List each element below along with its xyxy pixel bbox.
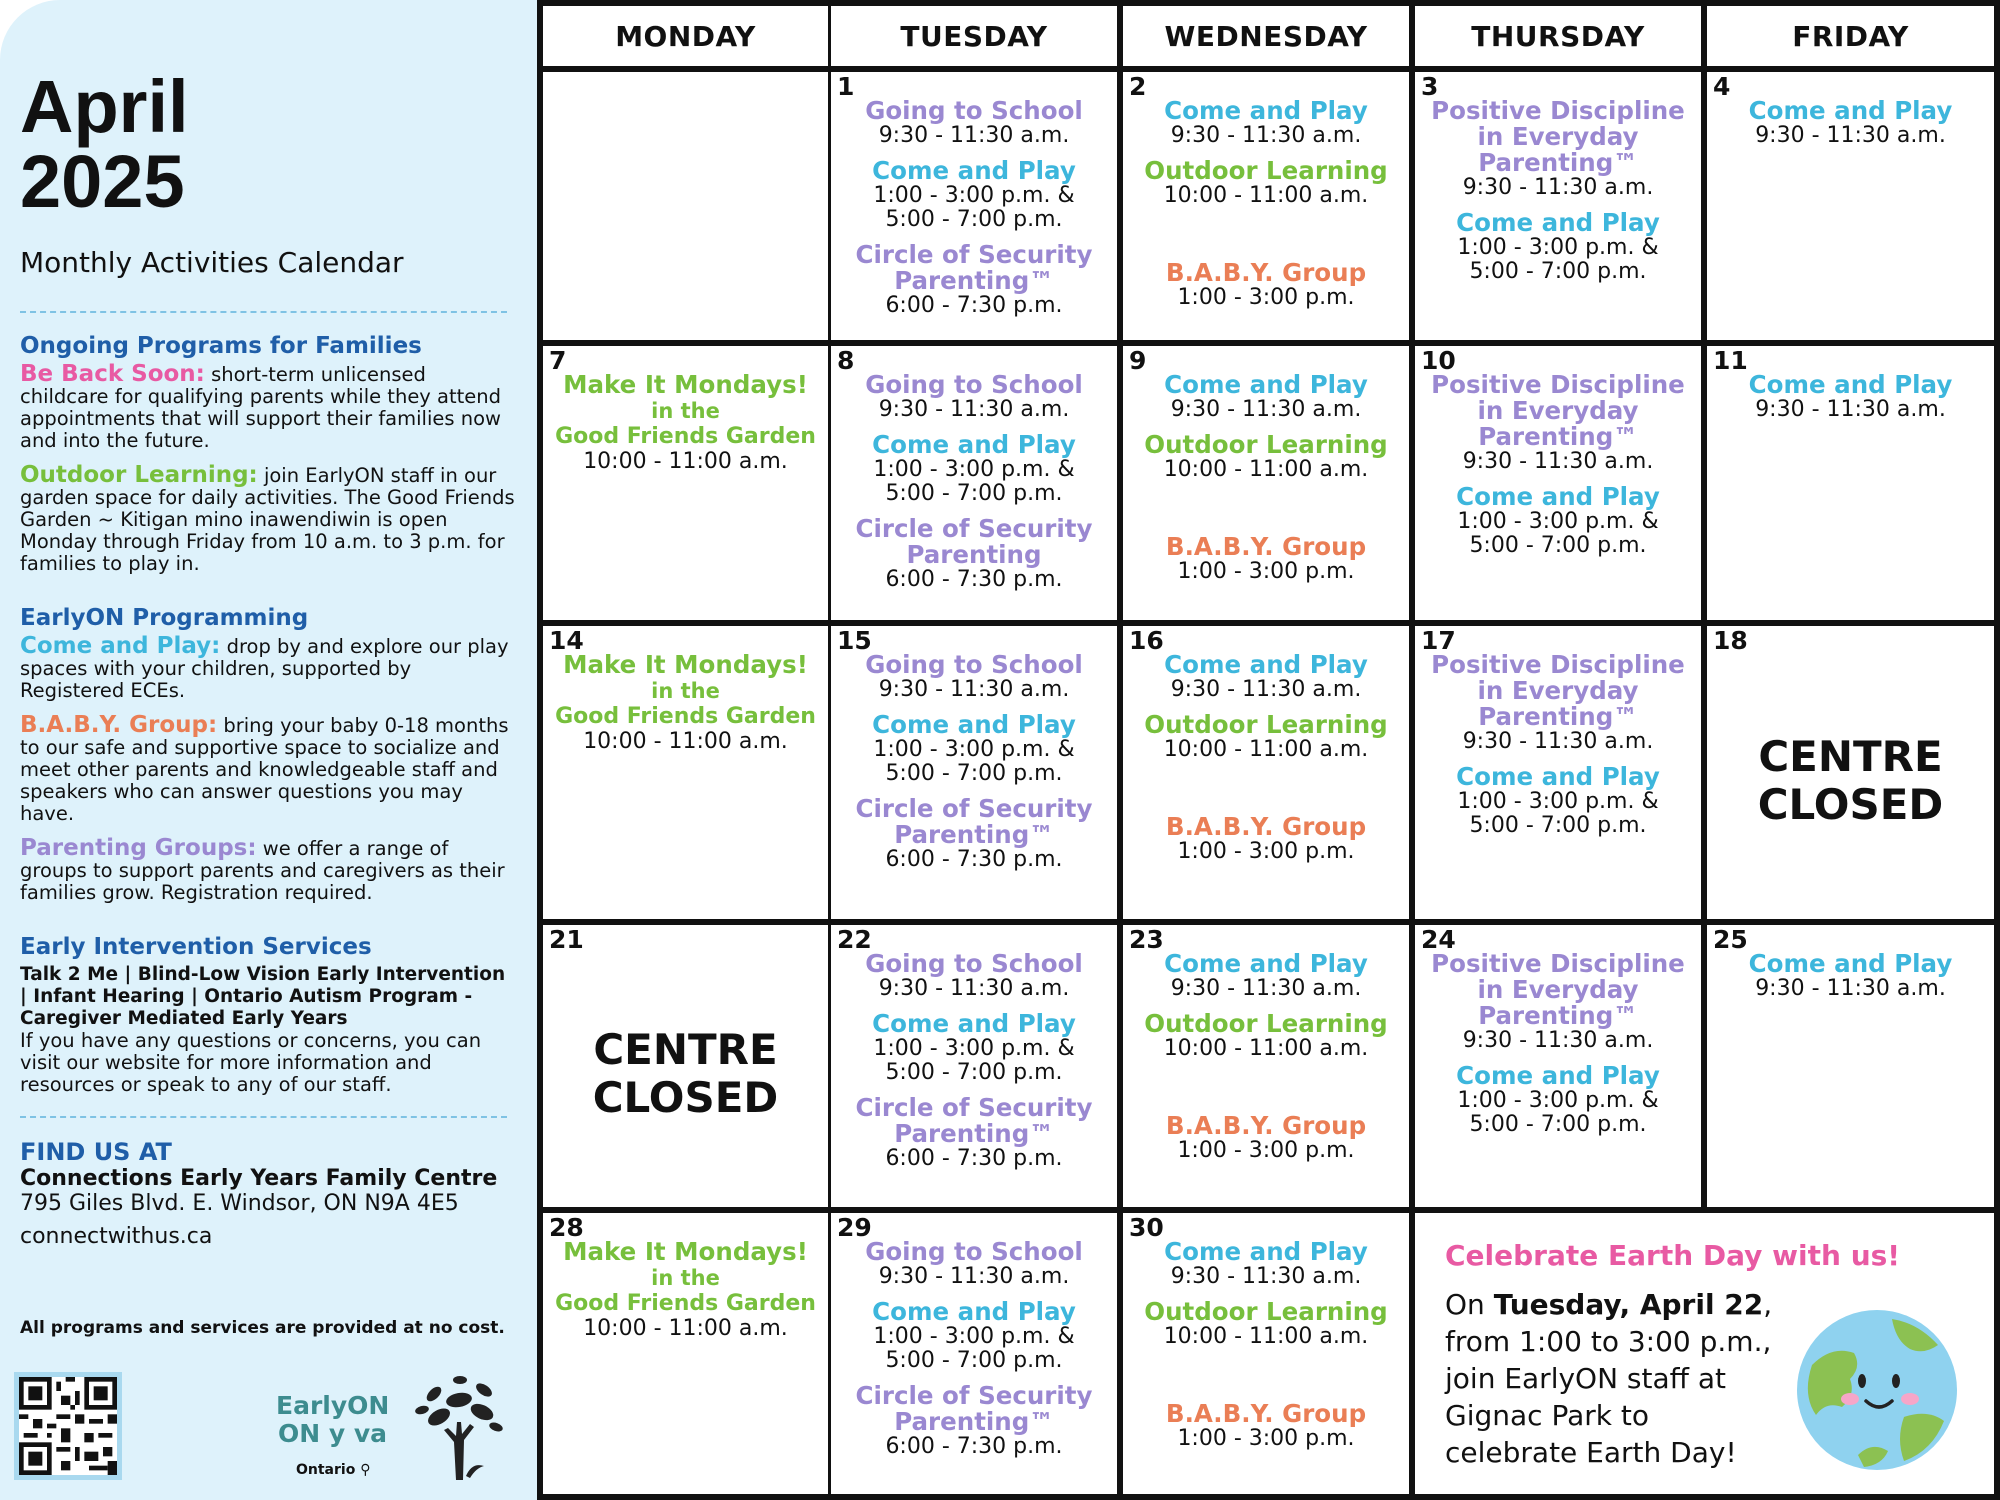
baby-group-text: bring your baby 0-18 months to our safe and supportive space to socialize and meet other parents and knowledgeable staff and speakers who can answer questions you may have. <box>20 714 509 825</box>
event-going-to-school <box>837 1239 1111 1289</box>
event-time: 1:00 - 3:00 p.m. <box>1177 285 1355 310</box>
event-title: Circle of Security Parenting™ <box>855 1093 1093 1148</box>
come-and-play-description <box>20 635 517 702</box>
divider <box>20 311 507 313</box>
event-time: 10:00 - 11:00 a.m. <box>1163 457 1369 482</box>
centre-closed-notice <box>543 1026 828 1122</box>
event-title: Circle of Security Parenting™ <box>855 794 1093 849</box>
centre-closed-notice <box>1707 733 1994 829</box>
event-title: Going to School <box>865 1237 1083 1266</box>
closed-text-line: CENTRE <box>593 1025 778 1074</box>
day-cell <box>1123 925 1409 1207</box>
spacer <box>1129 762 1403 788</box>
event-subtitle: in the <box>651 1266 720 1290</box>
day-number: 18 <box>1713 626 1748 655</box>
event-time: 10:00 - 11:00 a.m. <box>583 1316 788 1341</box>
event-time: 5:00 - 7:00 p.m. <box>885 761 1063 786</box>
event-time: 5:00 - 7:00 p.m. <box>1469 533 1647 558</box>
event-time: 5:00 - 7:00 p.m. <box>1469 259 1647 284</box>
event-time: 1:00 - 3:00 p.m. <box>1177 559 1355 584</box>
day-number: 25 <box>1713 925 1748 954</box>
event-title: Come and Play <box>872 710 1076 739</box>
outdoor-learning-description <box>20 464 517 575</box>
event-title: B.A.B.Y. Group <box>1165 1111 1367 1140</box>
day-header-monday: MONDAY <box>543 6 828 66</box>
day-cell <box>543 626 828 919</box>
event-title: Circle of Security Parenting <box>855 514 1093 569</box>
event-come-and-play <box>837 1011 1111 1085</box>
event-time: 1:00 - 3:00 p.m. <box>1177 839 1355 864</box>
spacer <box>1129 482 1403 508</box>
event-time: 9:30 - 11:30 a.m. <box>1462 1028 1654 1053</box>
earth-day-text: On Tuesday, April 22, from 1:00 to 3:00 p.m., join EarlyON staff at Gignac Park to celebrate Earth Day! <box>1445 1288 1773 1469</box>
smiling-earth-icon <box>1792 1305 1962 1475</box>
event-come-and-play <box>1129 1239 1403 1289</box>
day-cell <box>1707 925 1994 1207</box>
event-come-and-play <box>1713 372 1988 422</box>
year-title: 2025 <box>20 140 185 223</box>
closed-text-line: CLOSED <box>1757 779 1944 829</box>
event-time: 6:00 - 7:30 p.m. <box>885 567 1063 592</box>
spacer <box>1129 1349 1403 1375</box>
event-time: 10:00 - 11:00 a.m. <box>1163 737 1369 762</box>
sidebar <box>0 0 537 1500</box>
day-number: 1 <box>837 72 855 101</box>
tree-icon <box>404 1372 514 1482</box>
event-time: 9:30 - 11:30 a.m. <box>1170 123 1362 148</box>
ongoing-programs-heading: Ongoing Programs for Families <box>20 333 422 359</box>
event-time: 9:30 - 11:30 a.m. <box>1755 397 1946 422</box>
parenting-groups-text: we offer a range of groups to support parents and caregivers as their families grow. Registration required. <box>20 837 505 904</box>
event-title: Come and Play <box>1748 96 1953 125</box>
event-title: Come and Play <box>872 156 1076 185</box>
event-time: 9:30 - 11:30 a.m. <box>878 677 1070 702</box>
event-outdoor-learning <box>1129 432 1403 482</box>
event-outdoor-learning <box>1129 712 1403 762</box>
event-time: 5:00 - 7:00 p.m. <box>1469 1112 1647 1137</box>
earlyon-logo-line1: EarlyON <box>276 1391 390 1420</box>
event-time: 9:30 - 11:30 a.m. <box>1462 175 1654 200</box>
event-make-it-mondays <box>549 652 822 754</box>
day-number: 22 <box>837 925 872 954</box>
day-cell <box>1707 346 1994 620</box>
day-cell <box>543 925 828 1207</box>
event-circle-of-security-parenting <box>837 242 1111 318</box>
event-title: Come and Play <box>1456 482 1660 511</box>
event-title: Going to School <box>865 96 1083 125</box>
outdoor-learning-text: join EarlyON staff in our garden space for daily activities. The Good Friends Garden ~ Kitigan mino inawendiwin is open Monday through Friday from 10 a.m. to 3 p.m. for families to play in. <box>20 464 515 575</box>
event-circle-of-security-parenting <box>837 516 1111 592</box>
event-come-and-play <box>1129 652 1403 702</box>
event-time: 9:30 - 11:30 a.m. <box>878 976 1070 1001</box>
calendar-grid <box>537 0 2000 1500</box>
day-cell <box>543 346 828 620</box>
event-title: B.A.B.Y. Group <box>1165 532 1367 561</box>
event-time: 9:30 - 11:30 a.m. <box>1755 976 1946 1001</box>
day-number: 28 <box>549 1213 584 1242</box>
parenting-groups-description <box>20 837 517 904</box>
event-time: 1:00 - 3:00 p.m. & <box>1457 509 1659 534</box>
ontario-logo: Ontario ⚲ <box>296 1462 371 1478</box>
event-title: Come and Play <box>1164 650 1368 679</box>
qr-code[interactable] <box>14 1372 122 1480</box>
centre-name: Connections Early Years Family Centre <box>20 1166 498 1191</box>
event-positive-discipline-in-everyday-parenting <box>1421 98 1695 200</box>
event-time: 6:00 - 7:30 p.m. <box>885 293 1063 318</box>
event-time: 10:00 - 11:00 a.m. <box>1163 1324 1369 1349</box>
event-b-a-b-y-group <box>1129 1401 1403 1451</box>
find-us-heading: FIND US AT <box>20 1138 172 1166</box>
earth-day-heading: Celebrate Earth Day with us! <box>1445 1239 1901 1272</box>
event-title: B.A.B.Y. Group <box>1165 258 1367 287</box>
event-make-it-mondays <box>549 372 822 474</box>
spacer <box>1129 1061 1403 1087</box>
day-number: 9 <box>1129 346 1147 375</box>
event-time: 6:00 - 7:30 p.m. <box>885 1146 1063 1171</box>
day-number: 23 <box>1129 925 1164 954</box>
event-title: Circle of Security Parenting™ <box>855 240 1093 295</box>
event-come-and-play <box>1713 951 1988 1001</box>
event-title: Positive Discipline in Everyday Parenting™ <box>1431 370 1685 451</box>
event-time: 9:30 - 11:30 a.m. <box>1755 123 1946 148</box>
event-time: 5:00 - 7:00 p.m. <box>885 481 1063 506</box>
day-cell <box>1123 72 1409 340</box>
event-title: Come and Play <box>1748 370 1953 399</box>
event-time: 1:00 - 3:00 p.m. & <box>1457 1088 1659 1113</box>
earlyon-logo <box>276 1392 389 1448</box>
event-time: 1:00 - 3:00 p.m. & <box>873 1036 1075 1061</box>
event-subtitle: in the <box>651 679 720 703</box>
event-time: 5:00 - 7:00 p.m. <box>885 207 1063 232</box>
event-come-and-play <box>1713 98 1988 148</box>
event-title: Positive Discipline in Everyday Parenting™ <box>1431 949 1685 1030</box>
earth-day-date: Tuesday, April 22 <box>1493 1288 1764 1321</box>
event-title: Come and Play <box>1164 949 1368 978</box>
event-time: 5:00 - 7:00 p.m. <box>1469 813 1647 838</box>
event-time: 9:30 - 11:30 a.m. <box>1462 449 1654 474</box>
event-come-and-play <box>837 712 1111 786</box>
event-b-a-b-y-group <box>1129 814 1403 864</box>
event-subtitle: in the <box>651 399 720 423</box>
day-cell <box>1415 72 1701 340</box>
calendar-subtitle: Monthly Activities Calendar <box>20 246 404 279</box>
event-title: Come and Play <box>872 1297 1076 1326</box>
day-cell <box>1123 1213 1409 1494</box>
event-time: 1:00 - 3:00 p.m. & <box>873 183 1075 208</box>
day-number: 21 <box>549 925 584 954</box>
day-cell <box>1707 626 1994 919</box>
event-title: Outdoor Learning <box>1144 1297 1388 1326</box>
parenting-groups-label: Parenting Groups: <box>20 835 257 861</box>
day-cell <box>831 626 1117 919</box>
baby-group-label: B.A.B.Y. Group: <box>20 712 218 738</box>
event-time: 9:30 - 11:30 a.m. <box>1170 976 1362 1001</box>
early-intervention-heading: Early Intervention Services <box>20 934 372 960</box>
event-come-and-play <box>1421 484 1695 558</box>
event-title: Come and Play <box>1748 949 1953 978</box>
event-time: 10:00 - 11:00 a.m. <box>583 729 788 754</box>
event-come-and-play <box>1421 764 1695 838</box>
event-positive-discipline-in-everyday-parenting <box>1421 652 1695 754</box>
month-title: April <box>20 65 189 148</box>
day-number: 14 <box>549 626 584 655</box>
event-come-and-play <box>1129 951 1403 1001</box>
come-and-play-text: drop by and explore our play spaces with your children, supported by Registered ECEs. <box>20 635 509 702</box>
day-cell <box>1415 346 1701 620</box>
day-number: 7 <box>549 346 567 375</box>
day-header-tuesday: TUESDAY <box>831 6 1117 66</box>
day-number: 2 <box>1129 72 1147 101</box>
be-back-soon-description <box>20 363 517 452</box>
event-circle-of-security-parenting <box>837 1383 1111 1459</box>
event-time: 1:00 - 3:00 p.m. & <box>873 737 1075 762</box>
event-going-to-school <box>837 652 1111 702</box>
event-time: 9:30 - 11:30 a.m. <box>878 397 1070 422</box>
be-back-soon-text: short-term unlicensed childcare for qualifying parents while they attend appointments that will support their families now and into the future. <box>20 363 502 452</box>
event-title: Make It Mondays! <box>563 370 808 399</box>
event-come-and-play <box>837 432 1111 506</box>
event-title: Outdoor Learning <box>1144 430 1388 459</box>
day-cell <box>543 1213 828 1494</box>
day-number: 17 <box>1421 626 1456 655</box>
day-cell <box>1123 346 1409 620</box>
day-cell <box>1123 626 1409 919</box>
event-title: Come and Play <box>1456 1061 1660 1090</box>
event-b-a-b-y-group <box>1129 260 1403 310</box>
event-outdoor-learning <box>1129 1299 1403 1349</box>
event-title: Going to School <box>865 370 1083 399</box>
event-title: B.A.B.Y. Group <box>1165 812 1367 841</box>
event-title: Circle of Security Parenting™ <box>855 1381 1093 1436</box>
event-circle-of-security-parenting <box>837 796 1111 872</box>
event-time: 10:00 - 11:00 a.m. <box>1163 183 1369 208</box>
day-cell <box>1415 626 1701 919</box>
event-time: 1:00 - 3:00 p.m. <box>1177 1138 1355 1163</box>
closed-text-line: CENTRE <box>1758 731 1943 781</box>
event-subtitle: Good Friends Garden <box>555 704 816 729</box>
event-subtitle: Good Friends Garden <box>555 1291 816 1316</box>
day-header-wednesday: WEDNESDAY <box>1123 6 1409 66</box>
spacer <box>1129 208 1403 234</box>
event-time: 6:00 - 7:30 p.m. <box>885 1434 1063 1459</box>
event-title: Outdoor Learning <box>1144 710 1388 739</box>
event-title: Come and Play <box>1456 762 1660 791</box>
website-link[interactable]: connectwithus.ca <box>20 1224 213 1249</box>
event-time: 6:00 - 7:30 p.m. <box>885 847 1063 872</box>
event-title: B.A.B.Y. Group <box>1165 1399 1367 1428</box>
event-come-and-play <box>1421 1063 1695 1137</box>
event-time: 10:00 - 11:00 a.m. <box>1163 1036 1369 1061</box>
day-number: 3 <box>1421 72 1439 101</box>
event-time: 5:00 - 7:00 p.m. <box>885 1348 1063 1373</box>
day-header-friday: FRIDAY <box>1707 6 1994 66</box>
event-going-to-school <box>837 951 1111 1001</box>
event-time: 1:00 - 3:00 p.m. <box>1177 1426 1355 1451</box>
day-cell <box>831 1213 1117 1494</box>
event-circle-of-security-parenting <box>837 1095 1111 1171</box>
event-title: Outdoor Learning <box>1144 156 1388 185</box>
event-time: 9:30 - 11:30 a.m. <box>1170 1264 1362 1289</box>
earlyon-logo-line2: ON y va <box>278 1419 388 1448</box>
event-come-and-play <box>1129 98 1403 148</box>
no-cost-note: All programs and services are provided at no cost. <box>20 1318 505 1338</box>
trillium-icon: ⚲ <box>360 1462 371 1478</box>
event-title: Come and Play <box>1456 208 1660 237</box>
event-b-a-b-y-group <box>1129 534 1403 584</box>
day-number: 29 <box>837 1213 872 1242</box>
event-b-a-b-y-group <box>1129 1113 1403 1163</box>
day-cell <box>831 72 1117 340</box>
closed-text-line: CLOSED <box>592 1073 779 1122</box>
day-number: 16 <box>1129 626 1164 655</box>
event-time: 5:00 - 7:00 p.m. <box>885 1060 1063 1085</box>
event-time: 10:00 - 11:00 a.m. <box>583 449 788 474</box>
day-cell <box>543 72 828 340</box>
event-time: 9:30 - 11:30 a.m. <box>1170 677 1362 702</box>
event-come-and-play <box>1129 372 1403 422</box>
event-time: 1:00 - 3:00 p.m. & <box>873 1324 1075 1349</box>
day-cell <box>1707 72 1994 340</box>
event-come-and-play <box>837 1299 1111 1373</box>
be-back-soon-label: Be Back Soon: <box>20 361 205 387</box>
event-title: Positive Discipline in Everyday Parenting™ <box>1431 650 1685 731</box>
event-title: Going to School <box>865 650 1083 679</box>
event-time: 9:30 - 11:30 a.m. <box>878 1264 1070 1289</box>
event-title: Come and Play <box>1164 1237 1368 1266</box>
centre-address: 795 Giles Blvd. E. Windsor, ON N9A 4E5 <box>20 1191 459 1216</box>
event-time: 1:00 - 3:00 p.m. & <box>873 457 1075 482</box>
day-header-thursday: THURSDAY <box>1415 6 1701 66</box>
event-outdoor-learning <box>1129 158 1403 208</box>
event-positive-discipline-in-everyday-parenting <box>1421 372 1695 474</box>
event-time: 9:30 - 11:30 a.m. <box>1170 397 1362 422</box>
event-title: Come and Play <box>1164 370 1368 399</box>
day-number: 10 <box>1421 346 1456 375</box>
event-title: Make It Mondays! <box>563 1237 808 1266</box>
day-number: 24 <box>1421 925 1456 954</box>
day-number: 8 <box>837 346 855 375</box>
event-title: Make It Mondays! <box>563 650 808 679</box>
event-come-and-play <box>1421 210 1695 284</box>
event-time: 9:30 - 11:30 a.m. <box>878 123 1070 148</box>
event-outdoor-learning <box>1129 1011 1403 1061</box>
event-going-to-school <box>837 372 1111 422</box>
intervention-text: If you have any questions or concerns, you can visit our website for more information and resources or speak to any of our staff. <box>20 1029 482 1096</box>
day-cell <box>831 925 1117 1207</box>
event-time: 1:00 - 3:00 p.m. & <box>1457 789 1659 814</box>
event-make-it-mondays <box>549 1239 822 1341</box>
day-cell <box>831 346 1117 620</box>
event-title: Come and Play <box>872 1009 1076 1038</box>
event-time: 9:30 - 11:30 a.m. <box>1462 729 1654 754</box>
event-title: Positive Discipline in Everyday Parenting™ <box>1431 96 1685 177</box>
day-number: 15 <box>837 626 872 655</box>
earth-day-panel <box>1415 1213 1994 1494</box>
intervention-services-list: Talk 2 Me | Blind-Low Vision Early Intervention | Infant Hearing | Ontario Autism Program - Caregiver Mediated Early Years <box>20 964 506 1029</box>
day-number: 30 <box>1129 1213 1164 1242</box>
day-number: 4 <box>1713 72 1731 101</box>
event-title: Going to School <box>865 949 1083 978</box>
event-come-and-play <box>837 158 1111 232</box>
event-subtitle: Good Friends Garden <box>555 424 816 449</box>
day-number: 11 <box>1713 346 1748 375</box>
event-positive-discipline-in-everyday-parenting <box>1421 951 1695 1053</box>
event-time: 1:00 - 3:00 p.m. & <box>1457 235 1659 260</box>
event-title: Outdoor Learning <box>1144 1009 1388 1038</box>
outdoor-learning-label: Outdoor Learning: <box>20 462 258 488</box>
baby-group-description <box>20 714 517 825</box>
event-title: Come and Play <box>1164 96 1368 125</box>
day-cell <box>1415 925 1701 1207</box>
earlyon-programming-heading: EarlyON Programming <box>20 605 309 631</box>
divider <box>20 1116 507 1118</box>
event-going-to-school <box>837 98 1111 148</box>
come-and-play-label: Come and Play: <box>20 633 221 659</box>
event-title: Come and Play <box>872 430 1076 459</box>
